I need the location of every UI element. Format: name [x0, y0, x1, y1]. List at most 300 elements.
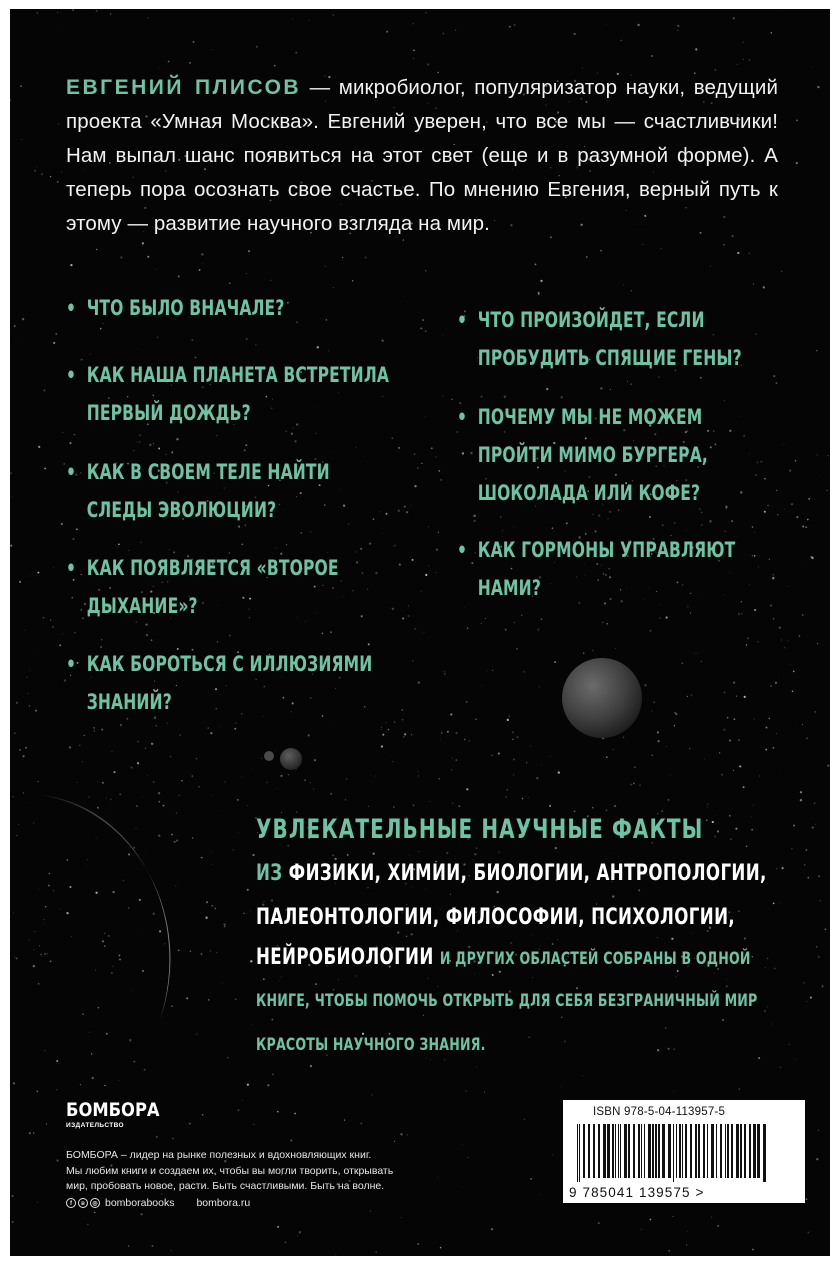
star — [659, 617, 661, 619]
star — [271, 1019, 273, 1021]
star — [754, 718, 755, 719]
star — [119, 1080, 120, 1081]
star — [439, 470, 441, 472]
star — [156, 1136, 158, 1138]
star — [661, 810, 663, 812]
star — [773, 618, 774, 619]
star — [47, 953, 49, 955]
barcode-bar — [607, 1124, 610, 1178]
barcode-bar — [698, 1124, 700, 1178]
question-left-3 — [66, 453, 330, 529]
star — [285, 1241, 287, 1243]
star — [153, 781, 155, 783]
star — [536, 777, 538, 779]
star — [151, 743, 153, 745]
star — [749, 584, 750, 585]
star — [271, 899, 273, 901]
star — [673, 1091, 674, 1092]
star — [12, 796, 13, 797]
question-text: ЧТО ПРОИЗОЙДЕТ, ЕСЛИ — [477, 308, 705, 332]
question-text: КАК В СВОЕМ ТЕЛЕ НАЙТИ — [86, 460, 330, 484]
star — [41, 173, 43, 175]
star — [104, 1085, 105, 1086]
star — [776, 868, 777, 869]
star — [317, 346, 319, 348]
facts-sciences-2: ПАЛЕОНТОЛОГИИ, ФИЛОСОФИИ, ПСИХОЛОГИИ, — [256, 904, 736, 930]
star — [241, 777, 242, 778]
star — [532, 977, 533, 978]
star — [425, 574, 427, 576]
crescent-moon-icon — [40, 795, 170, 1019]
star — [281, 812, 282, 813]
star — [371, 1094, 372, 1095]
star — [274, 65, 276, 67]
star — [564, 1041, 566, 1043]
star — [802, 526, 804, 528]
star — [101, 729, 103, 731]
star — [748, 253, 750, 255]
star — [326, 319, 328, 321]
star — [517, 736, 519, 738]
star — [164, 943, 165, 944]
star — [492, 974, 494, 976]
star — [824, 928, 826, 930]
star — [755, 474, 756, 475]
star — [574, 810, 576, 812]
star — [550, 756, 551, 757]
star — [49, 873, 51, 875]
star — [277, 1226, 279, 1228]
barcode-bar — [615, 1124, 616, 1178]
star — [803, 982, 805, 984]
star — [724, 691, 726, 693]
star — [606, 24, 607, 25]
barcode-bar — [763, 1124, 766, 1182]
star — [555, 847, 557, 849]
barcode-bar — [624, 1124, 627, 1178]
star — [62, 432, 63, 433]
star — [33, 965, 35, 967]
star — [573, 33, 575, 35]
star — [767, 505, 769, 507]
facebook-icon: f — [66, 1198, 76, 1208]
isbn-label: ISBN 978-5-04-113957-5 — [593, 1106, 726, 1118]
star — [104, 933, 105, 934]
star — [816, 350, 817, 351]
star — [650, 630, 652, 632]
star — [402, 719, 403, 720]
star — [607, 623, 609, 625]
star — [279, 980, 280, 981]
star — [784, 647, 785, 648]
star — [818, 956, 820, 958]
star — [541, 765, 542, 766]
star — [145, 854, 146, 855]
star — [738, 911, 739, 912]
star — [806, 1198, 808, 1200]
star — [243, 913, 244, 914]
star — [386, 513, 388, 515]
star — [773, 375, 775, 377]
star — [740, 491, 742, 493]
star — [413, 23, 415, 25]
star — [781, 867, 783, 869]
star — [286, 544, 287, 545]
star — [411, 933, 413, 935]
star — [217, 641, 219, 643]
star — [234, 728, 236, 730]
star — [737, 252, 739, 254]
star — [133, 991, 134, 992]
star — [11, 1195, 13, 1197]
star — [816, 454, 817, 455]
star — [133, 847, 135, 849]
star — [546, 388, 548, 390]
star — [460, 845, 461, 846]
star — [425, 12, 426, 13]
star — [500, 516, 501, 517]
star — [514, 527, 515, 528]
star — [56, 1060, 58, 1062]
star — [735, 828, 737, 830]
star — [248, 250, 250, 252]
star — [776, 490, 777, 491]
star — [199, 269, 201, 271]
star — [104, 945, 106, 947]
star — [660, 248, 661, 249]
star — [373, 518, 375, 520]
star — [46, 1123, 47, 1124]
barcode-bar — [679, 1124, 681, 1178]
star — [526, 762, 527, 763]
star — [10, 545, 12, 547]
star — [62, 633, 63, 634]
star — [529, 1037, 530, 1038]
star — [477, 1067, 478, 1068]
star — [423, 1015, 424, 1016]
star — [338, 979, 339, 980]
star — [614, 805, 616, 807]
star — [455, 759, 457, 761]
star — [671, 938, 673, 940]
facts-title: УВЛЕКАТЕЛЬНЫЕ НАУЧНЫЕ ФАКТЫ — [256, 814, 704, 845]
star — [561, 1086, 562, 1087]
star — [360, 1123, 362, 1125]
star — [137, 442, 138, 443]
star — [44, 1050, 45, 1051]
star — [600, 250, 602, 252]
star — [16, 835, 17, 836]
star — [256, 46, 258, 48]
star — [61, 523, 63, 525]
star — [246, 273, 247, 274]
barcode-bar — [620, 1124, 621, 1178]
star — [738, 613, 740, 615]
star — [211, 905, 213, 907]
star — [211, 795, 212, 796]
star — [602, 621, 604, 623]
star — [168, 61, 170, 63]
star — [229, 635, 231, 637]
star — [255, 344, 256, 345]
star — [107, 810, 108, 811]
star — [719, 752, 720, 753]
star — [355, 447, 356, 448]
star — [707, 803, 709, 805]
question-text: ПЕРВЫЙ ДОЖДЬ? — [86, 401, 251, 425]
star — [38, 781, 39, 782]
star — [457, 931, 458, 932]
star — [677, 30, 678, 31]
star — [586, 256, 588, 258]
star — [435, 456, 437, 458]
star — [630, 383, 632, 385]
star — [322, 633, 323, 634]
star — [143, 796, 144, 797]
star — [390, 608, 391, 609]
star — [552, 527, 554, 529]
star — [171, 1005, 173, 1007]
star — [277, 788, 278, 789]
star — [744, 937, 746, 939]
star — [810, 556, 812, 558]
star — [291, 433, 293, 435]
barcode-bar — [658, 1124, 660, 1178]
star — [128, 853, 130, 855]
star — [710, 266, 711, 267]
star — [409, 855, 410, 856]
star — [817, 86, 819, 88]
star — [399, 563, 401, 565]
star — [450, 894, 451, 895]
star — [767, 958, 769, 960]
barcode-bar — [593, 1124, 595, 1178]
star — [370, 774, 371, 775]
star — [308, 20, 309, 21]
star — [91, 1053, 92, 1054]
star — [401, 1217, 402, 1218]
star — [643, 244, 644, 245]
star — [634, 767, 635, 768]
star — [738, 739, 740, 741]
star — [769, 559, 770, 560]
star — [772, 577, 774, 579]
barcode-bar — [731, 1124, 733, 1178]
bullet-icon: • — [457, 538, 468, 562]
star — [743, 435, 745, 437]
star — [67, 859, 69, 861]
barcode-icon — [577, 1124, 767, 1182]
star — [181, 780, 183, 782]
question-left-5 — [66, 645, 372, 721]
barcode-bar — [655, 1124, 657, 1178]
tiny-planet-icon — [264, 751, 274, 761]
star — [576, 987, 578, 989]
star — [19, 581, 21, 583]
star — [764, 511, 766, 513]
star — [817, 643, 818, 644]
star — [34, 170, 35, 171]
star — [428, 565, 429, 566]
star — [746, 644, 747, 645]
star — [313, 788, 314, 789]
star — [144, 1069, 146, 1071]
star — [171, 834, 173, 836]
star — [159, 67, 160, 68]
star — [112, 966, 113, 967]
star — [382, 734, 384, 736]
star — [36, 1091, 38, 1093]
publisher-website: bombora.ru — [196, 1197, 251, 1209]
star — [557, 939, 558, 940]
star — [537, 629, 539, 631]
star — [806, 635, 807, 636]
star — [612, 895, 614, 897]
star — [267, 1084, 269, 1086]
star — [330, 631, 332, 633]
star — [335, 1254, 336, 1255]
star — [314, 759, 316, 761]
star — [717, 1225, 719, 1227]
star — [541, 618, 542, 619]
star — [707, 807, 708, 808]
barcode-bar — [644, 1124, 645, 1178]
question-text: КАК ГОРМОНЫ УПРАВЛЯЮТ — [477, 538, 736, 562]
star — [212, 49, 213, 50]
star — [427, 63, 429, 65]
star — [789, 470, 791, 472]
star — [414, 453, 416, 455]
star — [43, 919, 44, 920]
star — [392, 608, 394, 610]
star — [779, 11, 780, 12]
barcode-bar — [612, 1124, 614, 1178]
star — [674, 725, 675, 726]
star — [287, 302, 289, 304]
question-text: ПОЧЕМУ МЫ НЕ МОЖЕМ — [477, 405, 703, 429]
star — [444, 1059, 445, 1060]
star — [440, 479, 442, 481]
star — [393, 806, 395, 808]
star — [69, 746, 71, 748]
star — [329, 351, 330, 352]
star — [521, 615, 522, 616]
star — [87, 1224, 89, 1226]
star — [53, 890, 54, 891]
star — [210, 950, 211, 951]
isbn-barcode — [563, 1100, 805, 1203]
star — [275, 751, 276, 752]
star — [242, 1100, 243, 1101]
star — [421, 591, 422, 592]
star — [791, 848, 792, 849]
star — [773, 747, 775, 749]
star — [807, 1232, 809, 1234]
star — [816, 1158, 818, 1160]
star — [88, 797, 89, 798]
star — [475, 718, 477, 720]
star — [66, 912, 68, 914]
star — [174, 841, 176, 843]
star — [224, 927, 225, 928]
star — [295, 52, 297, 54]
star — [129, 1039, 131, 1041]
star — [743, 41, 744, 42]
star — [315, 983, 317, 985]
facts-text-4: КНИГЕ, ЧТОБЫ ПОМОЧЬ ОТКРЫТЬ ДЛЯ СЕБЯ БЕЗГРАНИЧНЫЙ МИР — [256, 991, 758, 1011]
star — [297, 1236, 298, 1237]
social-handle: bomborabooks — [105, 1197, 175, 1209]
barcode-bar — [603, 1124, 606, 1178]
star — [261, 758, 262, 759]
star — [156, 725, 157, 726]
star — [469, 741, 470, 742]
star — [158, 792, 160, 794]
star — [413, 58, 414, 59]
star — [729, 740, 731, 742]
star — [407, 615, 409, 617]
star — [23, 755, 25, 757]
star — [637, 24, 639, 26]
barcode-bar — [668, 1124, 671, 1178]
star — [196, 1034, 197, 1035]
barcode-bar — [753, 1124, 756, 1178]
star — [179, 734, 181, 736]
star — [446, 852, 448, 854]
star — [499, 971, 501, 973]
star — [788, 640, 789, 641]
star — [403, 736, 404, 737]
star — [398, 447, 400, 449]
star — [549, 805, 551, 807]
star — [145, 747, 146, 748]
star — [252, 854, 254, 856]
star — [780, 772, 781, 773]
star — [673, 1048, 674, 1049]
star — [400, 1133, 402, 1135]
star — [802, 562, 803, 563]
star — [539, 1194, 540, 1195]
star — [52, 626, 54, 628]
star — [704, 759, 705, 760]
star — [141, 1213, 143, 1215]
star — [505, 629, 507, 631]
star — [247, 889, 249, 891]
star — [222, 810, 223, 811]
star — [186, 997, 188, 999]
star — [468, 1157, 469, 1158]
star — [749, 59, 750, 60]
star — [290, 1140, 292, 1142]
star — [815, 824, 816, 825]
star — [87, 859, 88, 860]
star — [245, 444, 247, 446]
star — [722, 1019, 724, 1021]
author-description: — микробиолог, популяризатор науки, ведущий проекта «Умная Москва». Евгений уверен, что все мы — счастливчики! Нам выпал шанс появиться на этот свет (еще и в разумной форме). А теперь пора осознать свое счастье. По мнению Евгения, верный путь к этому — развитие научного взгляда на мир. — [66, 76, 778, 235]
star — [216, 435, 217, 436]
star — [767, 1007, 768, 1008]
star — [139, 899, 141, 901]
star — [413, 50, 415, 52]
star — [153, 913, 155, 915]
star — [796, 162, 798, 164]
star — [451, 399, 453, 401]
star — [369, 542, 371, 544]
star — [606, 756, 608, 758]
star — [417, 1243, 419, 1245]
barcode-bar — [744, 1124, 746, 1178]
star — [491, 1228, 493, 1230]
